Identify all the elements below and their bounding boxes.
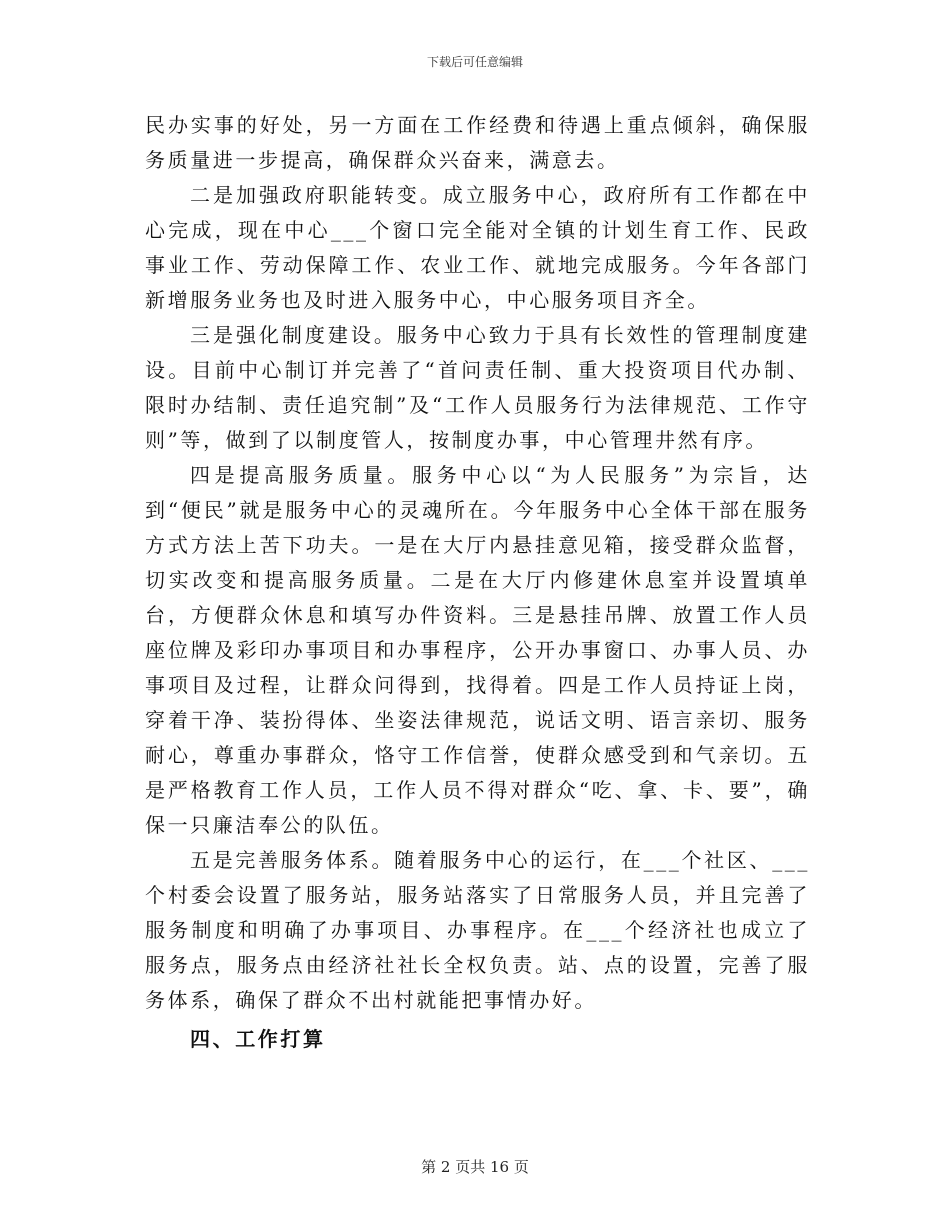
page-header-note: 下载后可任意编辑 (426, 55, 523, 69)
paragraph-service-quality: 四是提高服务质量。服务中心以“为人民服务”为宗旨，达到“便民”就是服务中心的灵魂所在。今年服务中心全体干部在服务方式方法上苦下功夫。一是在大厅内悬挂意见箱，接受群众监督，切实改变和提高服务质量。二是在大厅内修建休息室并设置填单台，方便群众休息和填写办件资料。三是悬挂吊牌、放置工作人员座位牌及彩印办事项目和办事程序，公开办事窗口、办事人员、办事项目及过程，让群众问得到，找得着。四是工作人员持证上岗，穿着干净、装扮得体、坐姿法律规范，说话文明、语言亲切、服务耐心，尊重办事群众，恪守工作信誉，使群众感受到和气亲切。五是严格教育工作人员，工作人员不得对群众“吃、拿、卡、要”，确保一只廉洁奉公的队伍。 (145, 463, 810, 837)
paragraph-service-system: 五是完善服务体系。随着服务中心的运行，在___个社区、___个村委会设置了服务站，服务站落实了日常服务人员，并且完善了服务制度和明确了办事项目、办事程序。在___个经济社也成立了服务点，服务点由经济社社长全权负责。站、点的设置，完善了服务体系，确保了群众不出村就能把事情办好。 (145, 848, 810, 1012)
page-number: 第 2 页共 16 页 (421, 1158, 529, 1176)
paragraph-system-building: 三是强化制度建设。服务中心致力于具有长效性的管理制度建设。目前中心制订并完善了“首问责任制、重大投资项目代办制、限时办结制、责任追究制”及“工作人员服务行为法律规范、工作守则”等，做到了以制度管人，按制度办事，中心管理井然有序。 (145, 323, 810, 452)
paragraph-continuation: 民办实事的好处，另一方面在工作经费和待遇上重点倾斜，确保服务质量进一步提高，确保群众兴奋来，满意去。 (145, 113, 810, 172)
paragraph-government-function: 二是加强政府职能转变。成立服务中心，政府所有工作都在中心完成，现在中心___个窗口完全能对全镇的计划生育工作、民政事业工作、劳动保障工作、农业工作、就地完成服务。今年各部门新增服务业务也及时进入服务中心，中心服务项目齐全。 (145, 183, 810, 312)
document-body (145, 108, 810, 1057)
section-heading: 四、工作打算 (190, 1027, 326, 1051)
